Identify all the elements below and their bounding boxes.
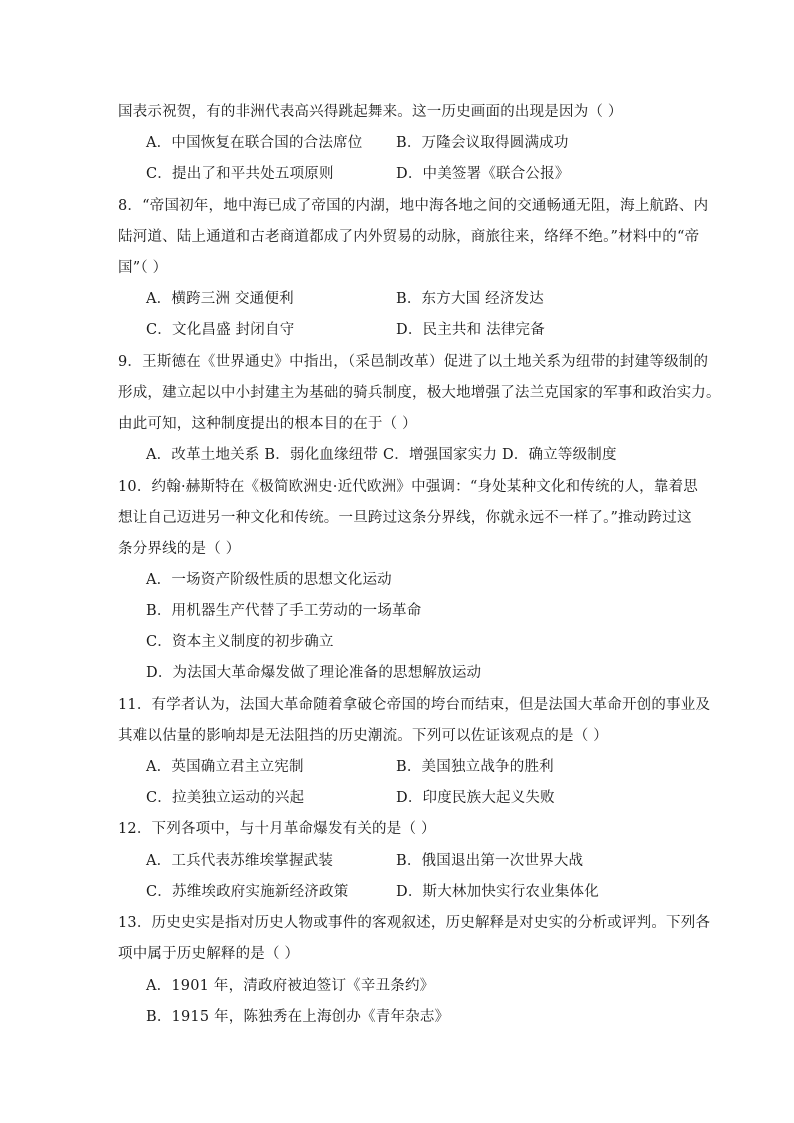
q12-option-d: D．斯大林加快实行农业集体化: [396, 884, 599, 900]
q10-option-d: D．为法国大革命爆发做了理论准备的思想解放运动: [146, 665, 482, 681]
q9-stem-line: 形成，建立起以中小封建主为基础的骑兵制度，极大地增强了法兰克国家的军事和政治实力。: [118, 385, 721, 401]
q12-stem-line: 12．下列各项中，与十月革命爆发有关的是（ ）: [118, 821, 436, 837]
q10-stem-line: 10．约翰·赫斯特在《极简欧洲史·近代欧洲》中强调：“身处某种文化和传统的人，靠着思: [118, 479, 698, 495]
q11-option-a: A．英国确立君主立宪制: [146, 759, 304, 775]
q9-stem-line: 9．王斯德在《世界通史》中指出，（采邑制改革）促进了以土地关系为纽带的封建等级制的: [118, 354, 709, 370]
q11-stem-line: 其难以估量的影响却是无法阻挡的历史潮流。下列可以佐证该观点的是（ ）: [118, 728, 608, 744]
q7-option-d: D．中美签署《联合公报》: [396, 166, 570, 182]
q8-option-b: B．东方大国 经济发达: [396, 291, 544, 307]
q10-stem-line: 想让自己迈进另一种文化和传统。一旦跨过这条分界线，你就永远不一样了。”推动跨过这: [118, 510, 692, 526]
q13-stem-line: 项中属于历史解释的是（ ）: [118, 946, 300, 962]
q8-option-d: D．民主共和 法律完备: [396, 322, 545, 338]
q9-stem-line: 由此可知，这种制度提出的根本目的在于（ ）: [118, 416, 417, 432]
q8-stem-line: 国”（ ）: [118, 260, 168, 276]
q7-option-a: A．中国恢复在联合国的合法席位: [146, 135, 363, 151]
q11-option-d: D．印度民族大起义失败: [396, 790, 555, 806]
q13-stem-line: 13．历史史实是指对历史人物或事件的客观叙述，历史解释是对史实的分析或评判。下列各: [118, 915, 711, 931]
q7-stem-line: 国表示祝贺，有的非洲代表高兴得跳起舞来。这一历史画面的出现是因为（ ）: [118, 104, 623, 120]
q13-option-b: B．1915 年，陈独秀在上海创办《青年杂志》: [146, 1009, 450, 1025]
q10-option-b: B．用机器生产代替了手工劳动的一场革命: [146, 603, 422, 619]
q7-option-b: B．万隆会议取得圆满成功: [396, 135, 569, 151]
q9-options: A．改革土地关系 B．弱化血缘纽带 C．增强国家实力 D．确立等级制度: [146, 447, 617, 463]
q12-option-b: B．俄国退出第一次世界大战: [396, 853, 584, 869]
q8-option-c: C．文化昌盛 封闭自守: [146, 322, 295, 338]
q11-option-c: C．拉美独立运动的兴起: [146, 790, 305, 806]
q10-stem-line: 条分界线的是（ ）: [118, 541, 241, 557]
q11-option-b: B．美国独立战争的胜利: [396, 759, 554, 775]
q8-stem-line: 陆河道、陆上通道和古老商道都成了内外贸易的动脉，商旅往来，络绎不绝。”材料中的“帝: [118, 229, 700, 245]
q7-option-c: C．提出了和平共处五项原则: [146, 166, 334, 182]
q12-option-a: A．工兵代表苏维埃掌握武装: [146, 853, 334, 869]
q10-option-a: A．一场资产阶级性质的思想文化运动: [146, 572, 392, 588]
q8-option-a: A．横跨三洲 交通便利: [146, 291, 294, 307]
q11-stem-line: 11．有学者认为，法国大革命随着拿破仑帝国的垮台而结束，但是法国大革命开创的事业及: [118, 697, 711, 713]
q12-option-c: C．苏维埃政府实施新经济政策: [146, 884, 349, 900]
q8-stem-line: 8．“帝国初年，地中海已成了帝国的内湖，地中海各地之间的交通畅通无阻，海上航路、内: [118, 198, 709, 214]
q10-option-c: C．资本主义制度的初步确立: [146, 634, 334, 650]
q13-option-a: A．1901 年，清政府被迫签订《辛丑条约》: [146, 978, 435, 994]
